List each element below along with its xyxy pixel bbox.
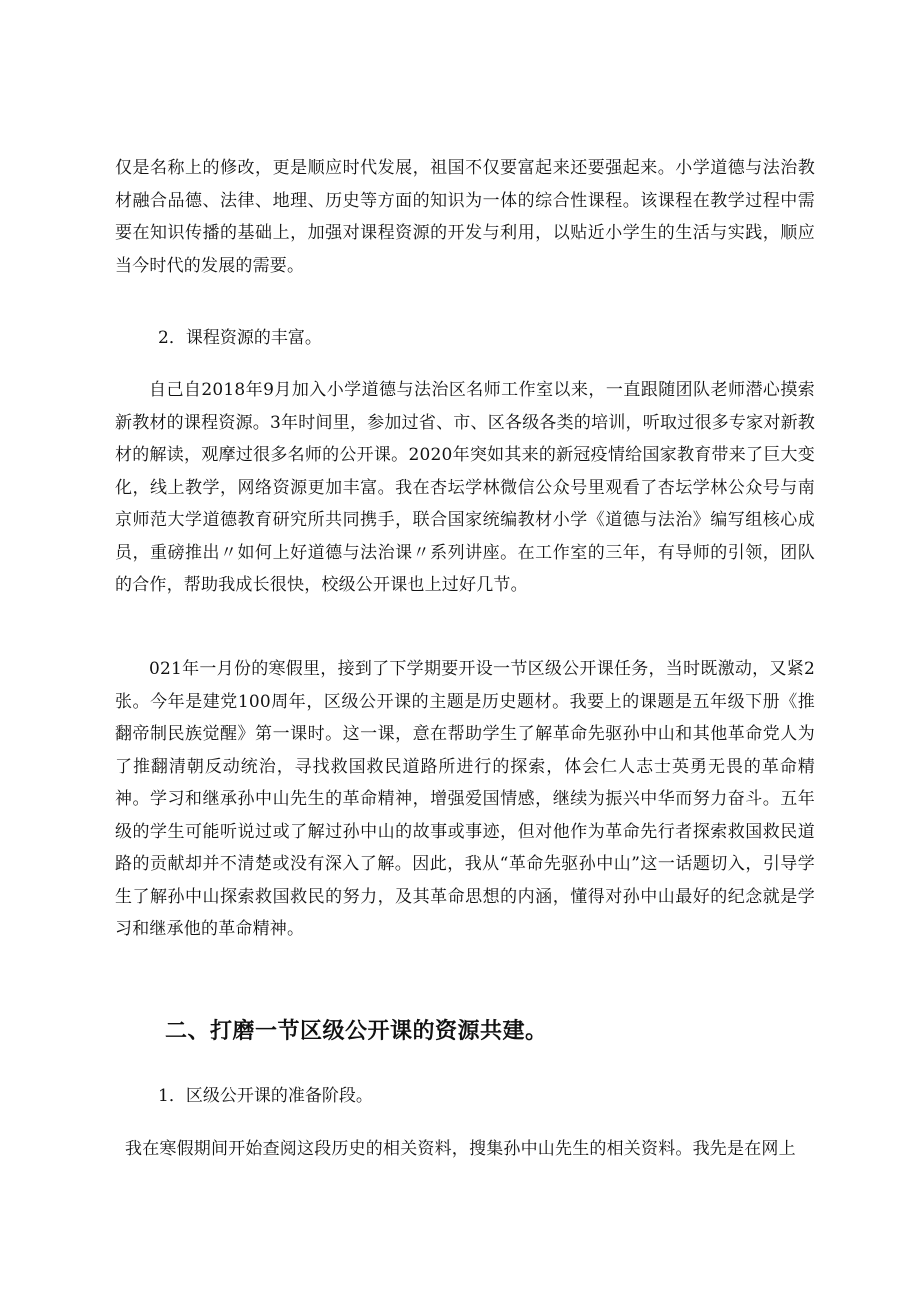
paragraph-studio-experience: 自己自2018年9月加入小学道德与法治区名师工作室以来，一直跟随团队老师潜心摸索新教材的课程资源。3年时间里，参加过省、市、区各级各类的培训，听取过很多专家对新教材的解读，观摩过很多名师的公开课。2020年突如其来的新冠疫情给国家教育带来了巨大变化，线上教学，网络资源更加丰富。我在杏坛学林微信公众号里观看了杏坛学林公众号与南京师范大学道德教育研究所共同携手，联合国家统编教材小学《道德与法治》编写组核心成员，重磅推出〃如何上好道德与法治课〃系列讲座。在工作室的三年，有导师的引领，团队的合作，帮助我成长很快，校级公开课也上过好几节。 [115, 380, 815, 595]
section-title-resource-building: 二、打磨一节区级公开课的资源共建。 [165, 1018, 548, 1044]
subheading-preparation-stage: 1．区级公开课的准备阶段。 [158, 1086, 373, 1106]
paragraph-open-class-task: 021年一月份的寒假里，接到了下学期要开设一节区级公开课任务，当时既激动，又紧2张。今年是建党100周年，区级公开课的主题是历史题材。我要上的课题是五年级下册《推翻帝制民族觉醒》第一课时。这一课，意在帮助学生了解革命先驱孙中山和其他革命党人为了推翻清朝反动统治，寻找救国救民道路所进行的探索，体会仁人志士英勇无畏的革命精神。学习和继承孙中山先生的革命精神，增强爱国情感，继续为振兴中华而努力奋斗。五年级的学生可能听说过或了解过孙中山的故事或事迹，但对他作为革命先行者探索救国救民道路的贡献却并不清楚或没有深入了解。因此，我从“革命先驱孙中山”这一话题切入，引导学生了解孙中山探索救国救民的努力，及其革命思想的内涵，懂得对孙中山最好的纪念就是学习和继承他的革命精神。 [115, 659, 815, 939]
subheading-resource-enrichment: 2．课程资源的丰富。 [158, 328, 322, 348]
paragraph-research: 我在寒假期间开始查阅这段历史的相关资料，搜集孙中山先生的相关资料。我先是在网上 [125, 1139, 796, 1159]
paragraph-curriculum-intro: 仅是名称上的修改，更是顺应时代发展，祖国不仅要富起来还要强起来。小学道德与法治教材融合品德、法律、地理、历史等方面的知识为一体的综合性课程。该课程在教学过程中需要在知识传播的基础上，加强对课程资源的开发与利用，以贴近小学生的生活与实践，顺应当今时代的发展的需要。 [115, 158, 815, 276]
